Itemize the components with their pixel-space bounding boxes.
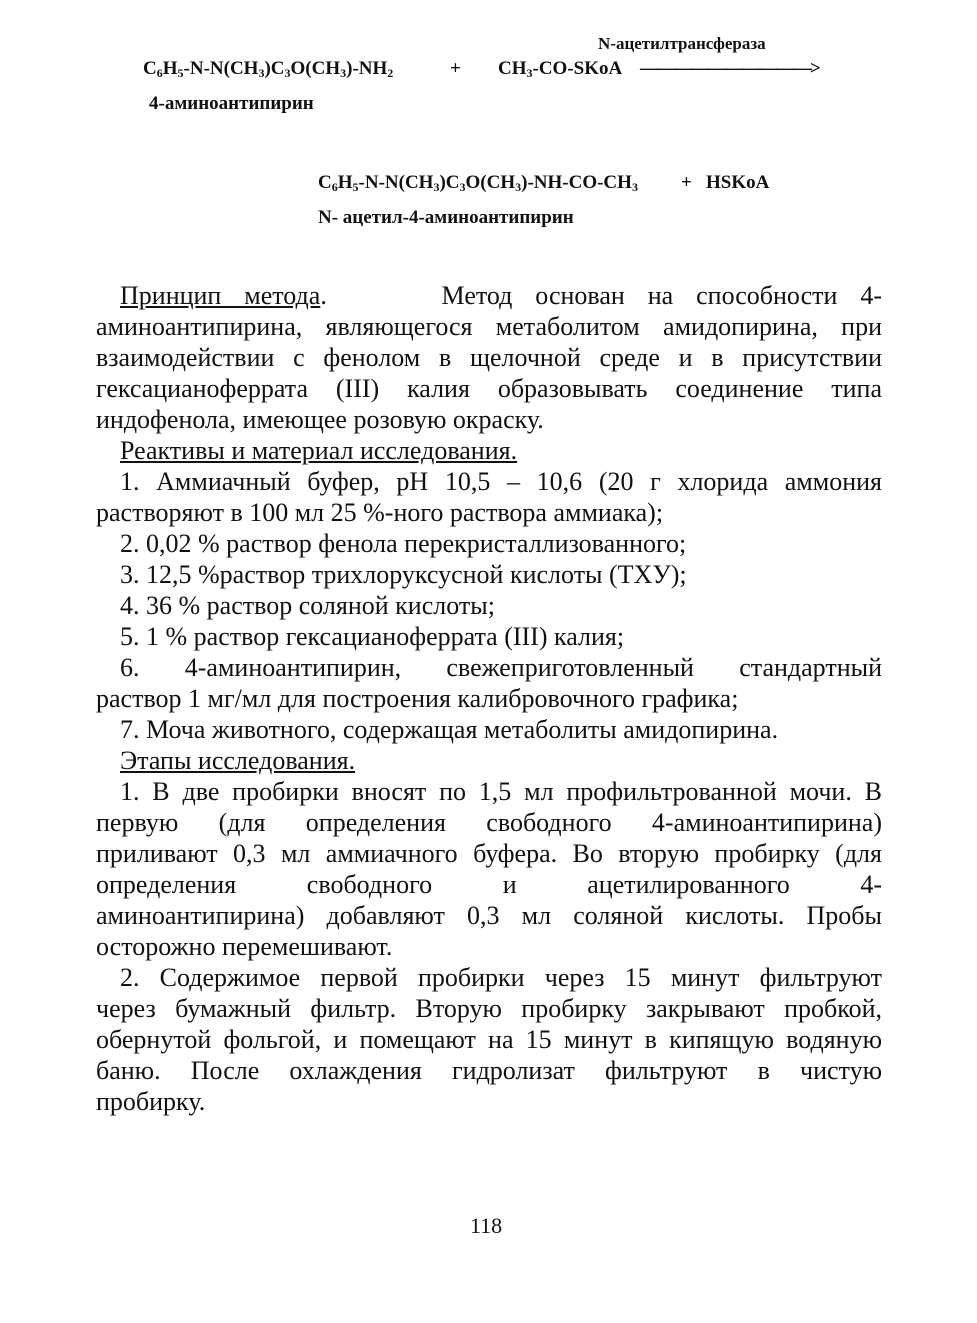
principle-line: гексацианоферрата (III) калия образовывать соединение типа [96,374,882,403]
reagent-item-7: 7. Моча животного, содержащая метаболиты амидопирина. [120,715,779,744]
stage-1-line: аминоантипирина) добавляют 0,3 мл соляной кислоты. Пробы [96,901,882,930]
stages-heading: Этапы исследования. [120,746,356,775]
stage-2-line: 2. Содержимое первой пробирки через 15 минут фильтруют [120,963,882,992]
product-name: N- ацетил-4-аминоантипирин [318,207,574,228]
stage-2-line: пробирку. [96,1087,206,1116]
enzyme-label: N-ацетилтрансфераза [598,34,766,53]
page-number: 118 [470,1213,503,1238]
reagent-item-3: 3. 12,5 %раствор трихлоруксусной кислоты (ТХУ); [120,560,687,589]
stage-1-line: определения свободного и ацетилированного 4- [96,870,882,899]
reaction-arrow: ——————————> [640,58,819,79]
stage-1-line: приливают 0,3 мл аммиачного буфера. Во вторую пробирку (для [96,839,882,868]
principle-text-start: Метод основан на способности 4- [441,281,882,310]
principle-line: аминоантипирина, являющегося метаболитом амидопирина, при [96,312,882,341]
reagent-item-6: 6. 4-аминоантипирин, свежеприготовленный стандартный [120,653,882,682]
principle-line: взаимодействии с фенолом в щелочной среде и в присутствии [96,343,882,372]
reagent-item-2: 2. 0,02 % раствор фенола перекристаллизованного; [120,529,687,558]
main-text [96,280,882,1117]
reagent-item-6-cont: раствор 1 мг/мл для построения калибровочного графика; [96,684,739,713]
reagent-item-4: 4. 36 % раствор соляной кислоты; [120,591,495,620]
product-cofactor: HSKoA [706,172,770,193]
reagents-heading-line [96,435,882,466]
reagents-heading: Реактивы и материал исследования. [120,436,518,465]
reagent-item-1: 1. Аммиачный буфер, pH 10,5 – 10,6 (20 г хлорида аммония [120,467,882,496]
reagent-item-1-cont: растворяют в 100 мл 25 %-ного раствора аммиака); [96,498,664,527]
substrate-formula: $C_6H_5-N-N(CH_3)C_3O(CH_3)-NH_2$ [143,58,394,80]
product-formula: $C_6H_5-N-N(CH_3)C_3O(CH_3)-NH-CO-CH_3$ [318,172,638,194]
stage-2-line: через бумажный фильтр. Вторую пробирку закрывают пробкой, [96,994,882,1023]
principle-line-1: Принцип метода. Метод основан на способности 4- [120,281,882,310]
reagent-item-5: 5. 1 % раствор гексацианоферрата (III) калия; [120,622,625,651]
stage-1-line: 1. В две пробирки вносят по 1,5 мл профильтрованной мочи. В [120,777,882,806]
principle-line: индофенола, имеющее розовую окраску. [96,405,544,434]
principle-heading: Принцип метода [120,281,321,310]
stage-1-line: осторожно перемешивают. [96,932,393,961]
plus-sign: + [450,58,461,79]
stage-1-line: первую (для определения свободного 4-аминоантипирина) [96,808,882,837]
stage-2-line: обернутой фольгой, и помещают на 15 минут в кипящую водяную [96,1025,882,1054]
product-plus-sign: + [681,172,692,193]
cofactor-formula: $CH_3-CO$-SKoA [498,58,623,80]
stage-2-line: баню. После охлаждения гидролизат фильтруют в чистую [96,1056,882,1085]
substrate-name: 4-аминоантипирин [149,93,314,114]
stages-heading-line [96,745,882,776]
